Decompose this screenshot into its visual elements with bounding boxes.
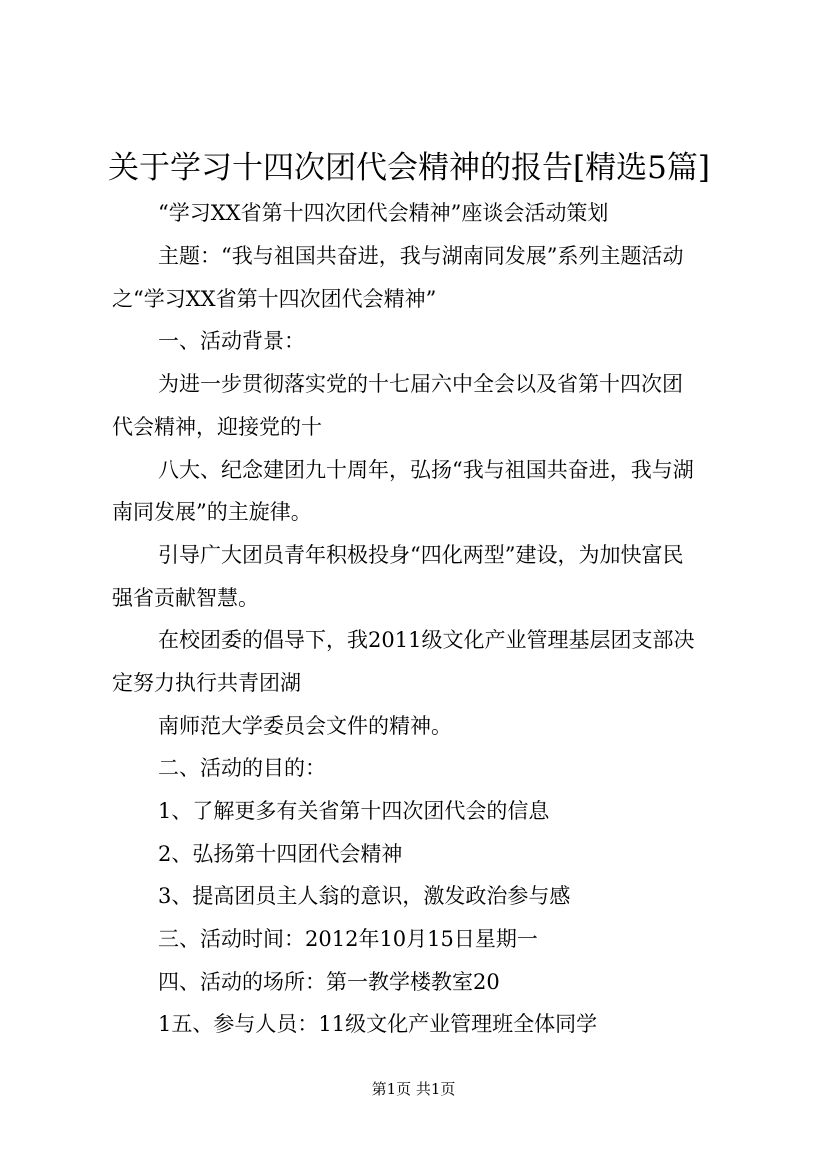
section-heading: 1五、参与人员：11级文化产业管理班全体同学 — [158, 1012, 598, 1036]
section-heading: 一、活动背景： — [158, 329, 305, 353]
section-heading: 四、活动的场所：第一教学楼教室20 — [158, 970, 500, 994]
list-item: 1、了解更多有关省第十四次团代会的信息 — [158, 799, 550, 823]
subtitle-line: “学习XX省第十四次团代会精神”座谈会活动策划 — [158, 201, 609, 225]
body-line: 代会精神，迎接党的十 — [112, 415, 322, 439]
body-line: 为进一步贯彻落实党的十七届六中全会以及省第十四次团 — [158, 372, 683, 396]
body-line: 引导广大团员青年积极投身“四化两型”建设，为加快富民 — [158, 543, 684, 567]
document-title: 关于学习十四次团代会精神的报告[精选5篇] — [108, 150, 710, 186]
list-item: 3、提高团员主人翁的意识，激发政治参与感 — [158, 884, 571, 908]
list-item: 2、弘扬第十四团代会精神 — [158, 842, 403, 866]
body-line: 之“学习XX省第十四次团代会精神” — [112, 287, 437, 311]
section-heading: 二、活动的目的： — [158, 756, 326, 780]
body-line: 南师范大学委员会文件的精神。 — [158, 714, 452, 738]
body-line: 在校团委的倡导下，我2011级文化产业管理基层团支部决 — [158, 628, 695, 652]
body-line: 强省贡献智慧。 — [112, 586, 259, 610]
section-heading: 三、活动时间：2012年10月15日星期一 — [158, 927, 538, 951]
body-line: 八大、纪念建团九十周年，弘扬“我与祖国共奋进，我与湖 — [158, 458, 694, 482]
body-line: 主题：“我与祖国共奋进，我与湖南同发展”系列主题活动 — [158, 244, 684, 268]
body-line: 南同发展”的主旋律。 — [112, 500, 312, 524]
page-footer: 第1页 共1页 — [371, 1080, 456, 1098]
body-line: 定努力执行共青团湖 — [112, 671, 301, 695]
